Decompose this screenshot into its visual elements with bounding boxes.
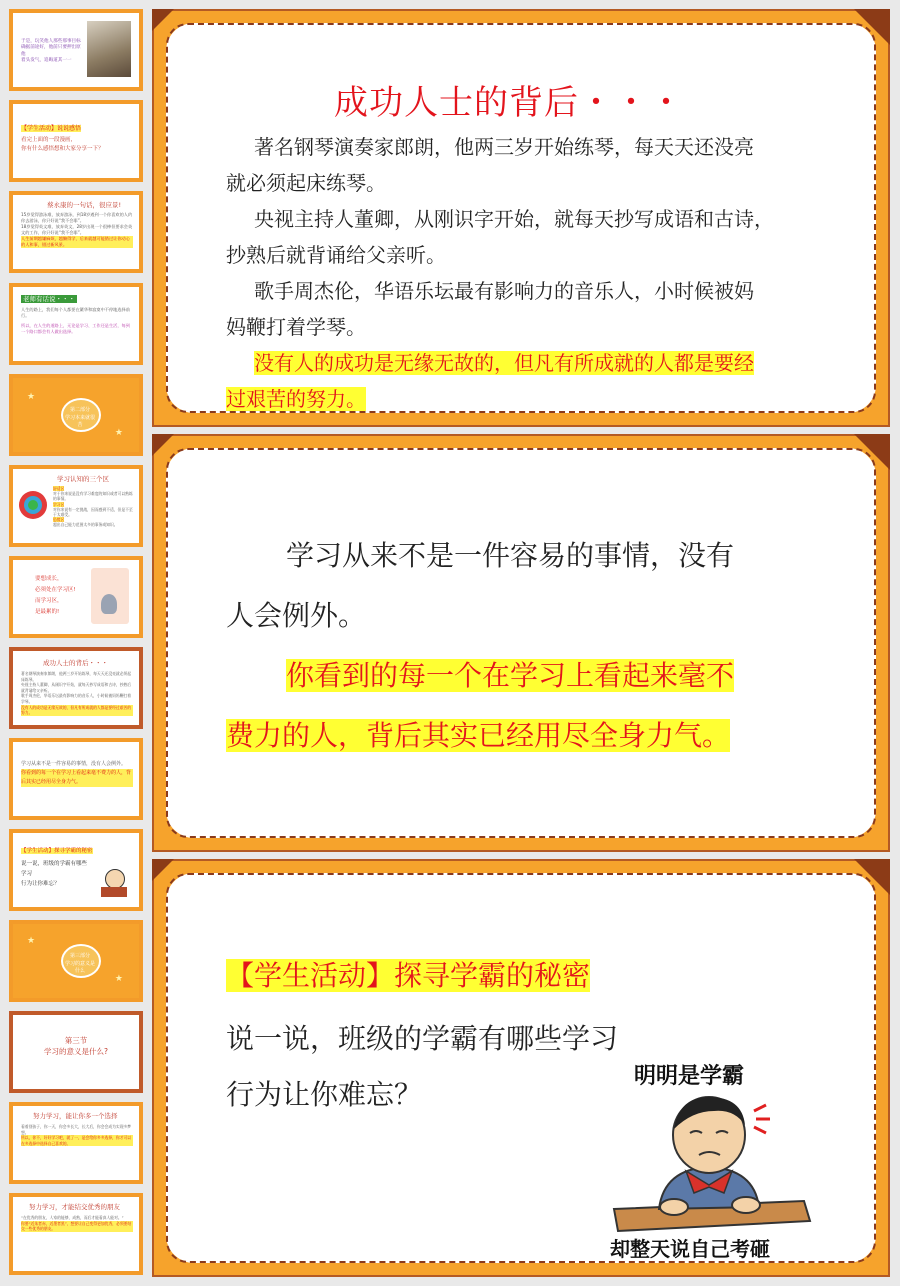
paragraph-line: 就必须起床练琴。 [226,171,386,195]
thumb-line: 对于你来说是没有学习难度的知识或者可以熟练的事情。 [53,491,133,502]
highlighted-line: 过艰苦的努力。 [226,387,366,411]
thumb-line: 15岁觉得游泳难，放弃游泳，到18岁遇到一个你喜欢的人约你去游泳，你只好说“我不会耶”。 [21,212,133,223]
slide-success-stories[interactable] [152,9,890,427]
thumb-meme [97,863,131,901]
thumb-title: 第二部分 [69,407,90,413]
meme-bottom-caption: 却整天说自己考砸 [610,1237,770,1261]
slide-thumbnail-13[interactable] [9,1102,143,1184]
slide-thumbnail-5[interactable] [9,374,143,456]
thumb-line: 你有什么感悟想和大家分享一下？ [21,146,104,152]
highlighted-line: 没有人的成功是无缘无故的，但凡有所成就的人都是要经 [254,351,754,375]
thumb-line: 歌手周杰伦，华语乐坛最有影响力的音乐人，小时候被妈妈鞭打着学琴。 [21,693,132,704]
star-icon: ★ [114,974,123,984]
thumb-line: 你看到的每一个在学习上看起来毫不费力的人，背后其实已经用尽全身力气。 [21,770,132,785]
slide-body [226,129,846,417]
thumb-line: 着头发气，追晦道其一一 [21,58,72,64]
slide-thumbnail-panel [0,0,150,1286]
thumb-line: 学习的意义是什么 [65,961,96,974]
thumb-line: 看着别孩子，你一天，你会多长大，长大后，你会会成为实现多梦想。 [21,1124,132,1135]
slide-thumbnail-4[interactable] [9,283,143,365]
thumb-line: 超出自己能力范围太多的事务或知识。 [53,522,118,528]
thumb-line: 你要“近朱者赤，近墨者黑”，想要让自己变得更加优秀，必须要结交一些优秀的朋友。 [21,1220,132,1232]
highlighted-line: 你看到的每一个在学习上看起来毫不 [286,659,735,692]
thumb-line: 央视主持人董卿，从刚识字开始，就每天抄写成语和古诗，抄熟后就背诵给父亲听。 [21,682,132,693]
thumb-title: 【学生活动】说说感悟 [21,125,82,132]
meme-image [604,1059,814,1259]
thumb-line: 著名钢琴演奏家郎朗，他两三岁开始练琴，每天天还没亮就必须起床练琴。 [21,671,132,682]
paragraph-line: 央视主持人董卿，从刚识字开始，就每天抄写成语和古诗， [254,207,774,231]
thumb-title: 第三部分 [69,953,90,959]
slide-thumbnail-9[interactable] [9,738,143,820]
thumb-title: 努力学习，才能结交优秀的朋友 [29,1203,120,1211]
thumb-line: 人生前期越嫌麻烦，越懒得学，后来就越可能错过让你动心的人和事，错过新风景。 [21,236,133,248]
thumb-line: 学习的意义是什么? [44,1047,108,1056]
thumb-photo [87,21,131,77]
thumb-title: 老师有话说・・・ [23,295,75,303]
thumb-line: 舒适区 [53,486,65,491]
slide-thumbnail-12[interactable] [9,1011,143,1093]
thumb-line: 所以，在人生的道路上，无论是学习、工作还是生活，每到一个路口都会有人做出选择。 [21,323,130,334]
star-icon: ★ [27,936,36,946]
thumb-title: 【学生活动】探寻学霸的秘密 [21,848,93,854]
thumb-line: 学习从来不是一件容易的事情，没有人会例外。 [21,761,127,767]
thumb-line: 行为让你难忘？ [21,881,60,887]
paragraph-line: 歌手周杰伦，华语乐坛最有影响力的音乐人，小时候被妈 [254,279,754,303]
paragraph-line: 学习从来不是一件容易的事情，没有 [286,539,735,572]
thumb-line: 没有人的成功是无缘无故的，但凡有所成就的人都是要经过艰苦的努力。 [21,704,132,716]
activity-heading: 【学生活动】探寻学霸的秘密 [226,959,591,992]
thumb-illustration [91,568,129,624]
slide-body [226,526,846,766]
thumb-title: 蔡永康的一句话，很应景! [47,201,122,209]
slide-learning-effort[interactable] [152,434,890,852]
thumb-line: 说一说，班级的学霸有哪些学习 [21,861,88,877]
thumb-title: 努力学习，能让你多一个选择 [33,1112,118,1120]
thumb-line: 学习区 [53,501,65,507]
thumb-line: 是最累的! [35,609,60,615]
thumb-title: 第三节 [64,1036,88,1045]
thumb-line: 18岁觉得英文难，放弃英文，28岁出现一个很棒但要求会英文的工作，你只好说“我不会耶”。 [21,224,133,235]
slide-thumbnail-8[interactable] [9,647,143,729]
slide-thumbnail-6[interactable] [9,465,143,547]
paragraph-line: 著名钢琴演奏家郎朗，他两三岁开始练琴，每天天还没亮 [254,135,754,159]
slide-thumbnail-2[interactable] [9,100,143,182]
thumb-title: 学习认知的三个区 [57,475,109,483]
thumb-line: 确据前途好，他前只要押出原他 [21,45,81,57]
thumb-line: 人生的路上，我们每个人都要在繁华和寂寞中不停地选择前行。 [21,307,130,318]
thumb-title: 要想成长， [35,576,63,582]
student-cartoon [604,1089,814,1239]
paragraph-line: 抄熟后就背诵给父亲听。 [226,243,446,267]
thumb-line: 恐慌区 [53,517,65,523]
thumb-line: 对你来说有一定挑战，因而感到不适，但是不至于太难受。 [53,506,133,518]
slide-thumbnail-3[interactable] [9,191,143,273]
slide-thumbnail-11[interactable] [9,920,143,1002]
slide-thumbnail-7[interactable] [9,556,143,638]
thumb-line: 所以，你不，好好学习吧，就了一，是会给你多多选择，你才可以在多选择中选择自己喜欢的。 [21,1135,132,1146]
highlighted-line: 费力的人，背后其实已经用尽全身力气。 [226,719,731,752]
comfort-zone-diagram [19,491,47,519]
slide-thumbnail-1[interactable] [9,9,143,91]
slide-thumbnail-14[interactable] [9,1193,143,1275]
thumb-line: 而学习区， [35,598,63,604]
thumb-line: 必须处在学习区! [35,587,76,593]
slide-title: 成功人士的背后・・・ [334,83,684,123]
star-icon: ★ [114,428,123,438]
paragraph-line: 行为让你难忘？ [226,1078,423,1111]
thumb-line: 于是，玩笑他人那些那事目标 [21,39,81,44]
paragraph-line: 人会例外。 [226,599,367,632]
slide-thumbnail-10[interactable] [9,829,143,911]
paragraph-line: 说一说，班级的学霸有哪些学习 [226,1022,619,1055]
thumb-line: 看完上面的一段漫画， [21,137,77,143]
slide-student-activity[interactable] [152,859,890,1277]
star-icon: ★ [27,392,36,402]
thumb-title: 成功人士的背后・・・ [43,659,108,667]
thumb-line: 学习本来就很苦 [65,415,96,428]
thumb-line: “在优秀的朋友，人家的能够，成熟，而后才能看真人能对。” [21,1215,124,1220]
meme-top-caption: 明明是学霸 [634,1064,745,1089]
paragraph-line: 妈鞭打着学琴。 [226,315,366,339]
